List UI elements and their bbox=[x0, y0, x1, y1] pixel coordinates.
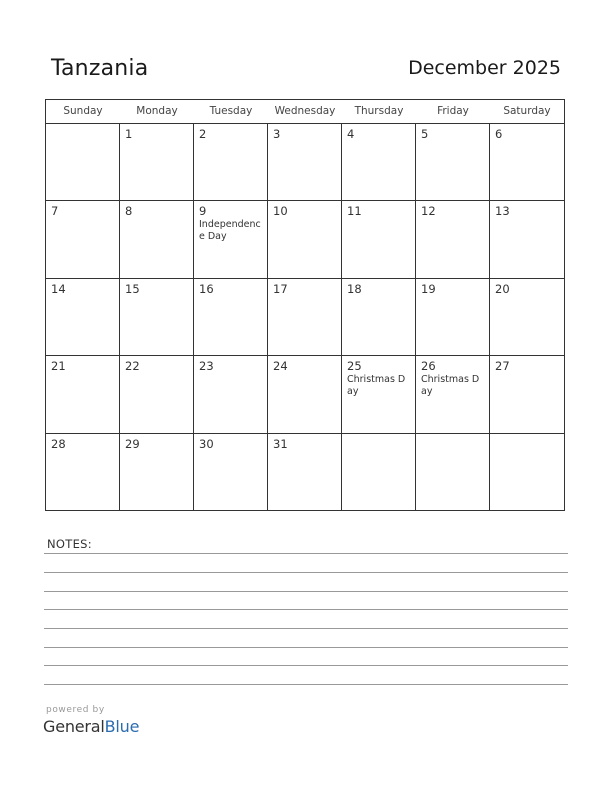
weekday-header: Monday bbox=[136, 105, 178, 117]
calendar-week-row bbox=[46, 356, 564, 433]
day-cell bbox=[194, 201, 268, 277]
day-cell bbox=[342, 279, 416, 355]
day-cell bbox=[46, 434, 120, 511]
empty-day-cell bbox=[416, 434, 490, 511]
generalblue-logo[interactable] bbox=[43, 717, 139, 736]
day-cell bbox=[342, 356, 416, 432]
day-number: 19 bbox=[421, 281, 436, 296]
day-number: 9 bbox=[199, 204, 207, 219]
day-cell bbox=[120, 201, 194, 277]
empty-day-cell bbox=[490, 434, 564, 511]
notes-line bbox=[44, 553, 568, 554]
day-cell bbox=[194, 124, 268, 200]
day-cell bbox=[342, 124, 416, 200]
day-cell bbox=[268, 356, 342, 432]
day-number: 11 bbox=[347, 204, 362, 219]
day-cell bbox=[194, 279, 268, 355]
day-number: 5 bbox=[421, 127, 429, 141]
holiday-label: Independence Day bbox=[199, 219, 261, 243]
weekday-header: Tuesday bbox=[209, 105, 253, 117]
day-cell bbox=[120, 279, 194, 355]
day-cell bbox=[46, 201, 120, 277]
day-cell bbox=[268, 279, 342, 355]
calendar-week-row bbox=[46, 201, 564, 278]
day-number: 1 bbox=[125, 127, 133, 141]
logo-blue-text: Blue bbox=[104, 717, 140, 736]
day-cell bbox=[46, 356, 120, 432]
day-cell bbox=[120, 124, 194, 200]
weekday-header: Friday bbox=[437, 105, 469, 117]
calendar-week-row bbox=[46, 434, 564, 511]
day-number: 14 bbox=[51, 281, 66, 296]
calendar-week-row bbox=[46, 279, 564, 356]
page-title: Tanzania bbox=[51, 56, 149, 81]
day-number: 27 bbox=[495, 359, 510, 374]
day-number: 26 bbox=[421, 359, 436, 374]
notes-line bbox=[44, 591, 568, 592]
day-cell bbox=[416, 124, 490, 200]
weekday-header: Saturday bbox=[503, 105, 551, 117]
day-number: 3 bbox=[273, 127, 281, 141]
day-cell bbox=[194, 434, 268, 511]
day-cell bbox=[490, 356, 564, 432]
notes-line bbox=[44, 572, 568, 573]
day-cell bbox=[194, 356, 268, 432]
calendar-grid bbox=[45, 99, 565, 511]
day-cell bbox=[268, 201, 342, 277]
day-cell bbox=[268, 434, 342, 511]
day-number: 16 bbox=[199, 281, 214, 296]
notes-line bbox=[44, 628, 568, 629]
notes-line bbox=[44, 609, 568, 610]
weekday-header: Thursday bbox=[354, 105, 404, 117]
day-cell bbox=[342, 201, 416, 277]
weekday-header: Sunday bbox=[63, 105, 103, 117]
empty-day-cell bbox=[46, 124, 120, 200]
notes-line bbox=[44, 684, 568, 685]
calendar-week-row bbox=[46, 124, 564, 201]
day-cell bbox=[416, 356, 490, 432]
day-cell bbox=[120, 356, 194, 432]
day-number: 17 bbox=[273, 281, 288, 296]
day-number: 6 bbox=[495, 127, 503, 141]
day-number: 15 bbox=[125, 281, 140, 296]
month-title: December 2025 bbox=[408, 57, 561, 79]
day-number: 29 bbox=[125, 436, 140, 451]
notes-line bbox=[44, 665, 568, 666]
empty-day-cell bbox=[342, 434, 416, 511]
holiday-label: Christmas Day bbox=[421, 374, 480, 398]
day-cell bbox=[416, 201, 490, 277]
day-cell bbox=[416, 279, 490, 355]
day-cell bbox=[46, 279, 120, 355]
day-cell bbox=[268, 124, 342, 200]
day-number: 30 bbox=[199, 436, 214, 451]
holiday-label: Christmas Day bbox=[347, 374, 406, 398]
day-number: 7 bbox=[51, 204, 59, 219]
day-number: 23 bbox=[199, 359, 214, 374]
day-number: 10 bbox=[273, 204, 288, 219]
day-number: 18 bbox=[347, 281, 362, 296]
weekday-header: Wednesday bbox=[274, 105, 336, 117]
day-number: 31 bbox=[273, 436, 288, 451]
day-number: 20 bbox=[495, 281, 510, 296]
day-cell bbox=[490, 201, 564, 277]
day-number: 28 bbox=[51, 436, 66, 451]
notes-line bbox=[44, 647, 568, 648]
day-number: 8 bbox=[125, 204, 133, 219]
day-number: 12 bbox=[421, 204, 436, 219]
logo-general-text: General bbox=[43, 717, 105, 736]
day-number: 2 bbox=[199, 127, 207, 141]
notes-label: NOTES: bbox=[47, 537, 92, 551]
day-number: 24 bbox=[273, 359, 288, 374]
day-cell bbox=[490, 124, 564, 200]
day-cell bbox=[490, 279, 564, 355]
day-cell bbox=[120, 434, 194, 511]
day-number: 4 bbox=[347, 127, 355, 141]
day-number: 22 bbox=[125, 359, 140, 374]
powered-by-text: powered by bbox=[46, 705, 105, 715]
day-number: 21 bbox=[51, 359, 66, 374]
weekday-header-row bbox=[46, 100, 564, 124]
day-number: 25 bbox=[347, 359, 362, 374]
calendar-weeks bbox=[46, 124, 564, 511]
day-number: 13 bbox=[495, 204, 510, 219]
